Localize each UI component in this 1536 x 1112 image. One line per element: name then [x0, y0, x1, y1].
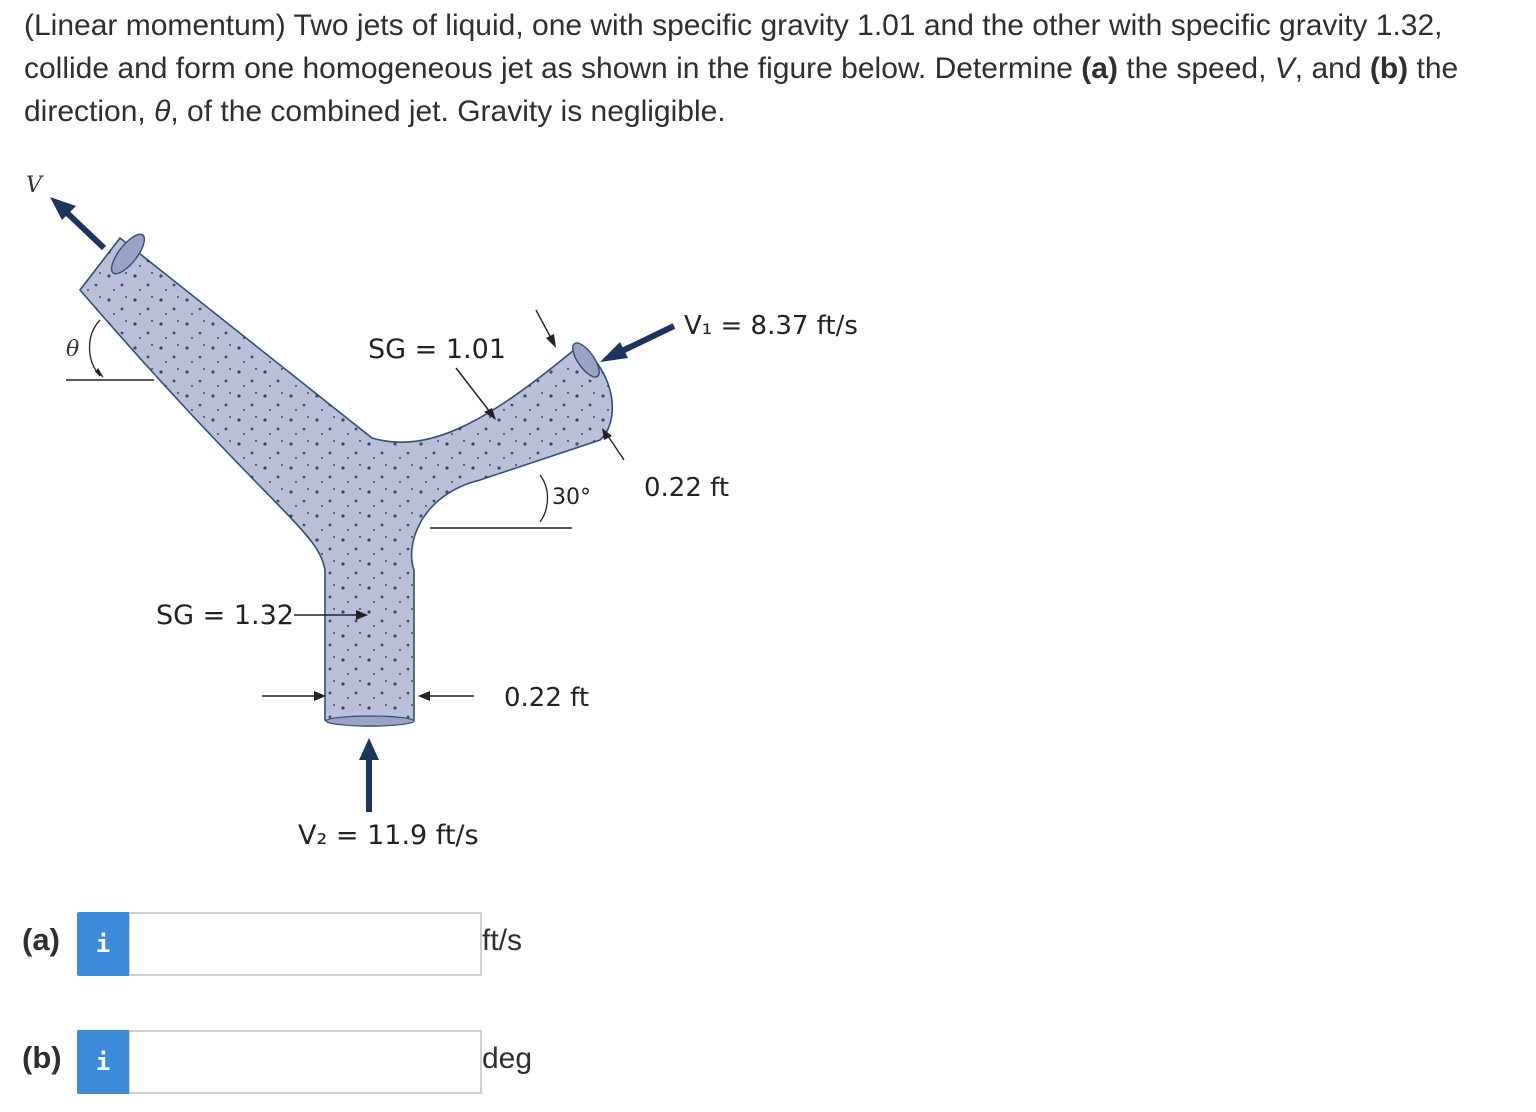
answer-unit-b: deg [482, 1042, 533, 1075]
sg2-label: SG = 1.32 [156, 600, 294, 631]
fluid-body [80, 230, 612, 726]
answer-part-b-label: (b) [22, 1040, 62, 1075]
problem-text-3: , and [1294, 52, 1370, 85]
angle-30-label: 30° [552, 485, 591, 510]
problem-part-b-label: (b) [1369, 52, 1409, 85]
problem-heading: (Linear momentum) [24, 9, 286, 42]
problem-text-2: the speed, [1117, 52, 1275, 85]
y-junction-figure [0, 150, 900, 870]
problem-var-v: V [1274, 52, 1295, 85]
inflow-2-velocity-label: V₂ = 11.9 ft/s [298, 820, 479, 851]
problem-text-5: , of the combined jet. Gravity is negligible. [170, 95, 726, 128]
diameter-1-label: 0.22 ft [644, 473, 730, 503]
inflow-1-velocity-label: V₁ = 8.37 ft/s [684, 311, 858, 341]
problem-text-1: Two jets of liquid, one with specific gravity 1.01 and the other with specific gravity 1.32, collide and form one homogeneous jet as shown in the figure below. Determine [24, 9, 1443, 85]
diameter-2-label: 0.22 ft [504, 683, 590, 713]
answer-input-b[interactable] [129, 1030, 482, 1094]
inflow-2-velocity-arrow [359, 738, 379, 812]
problem-var-theta: θ [154, 95, 171, 128]
sg1-label: SG = 1.01 [368, 334, 506, 365]
problem-statement [24, 4, 1524, 133]
info-button-b[interactable]: i [77, 1030, 129, 1094]
theta-label: θ [66, 337, 80, 362]
problem-text-4: the direction, [24, 52, 1459, 128]
problem-part-a-label: (a) [1081, 52, 1118, 85]
answer-part-a-label: (a) [22, 922, 60, 957]
inflow-1-velocity-arrow [600, 326, 674, 362]
outflow-velocity-arrow [50, 197, 104, 248]
answer-unit-a: ft/s [482, 924, 523, 957]
answer-input-a[interactable] [129, 912, 482, 976]
outflow-velocity-label: V [26, 173, 42, 198]
info-button-a[interactable]: i [77, 912, 129, 976]
sg1-pointer-arrow [456, 368, 496, 420]
